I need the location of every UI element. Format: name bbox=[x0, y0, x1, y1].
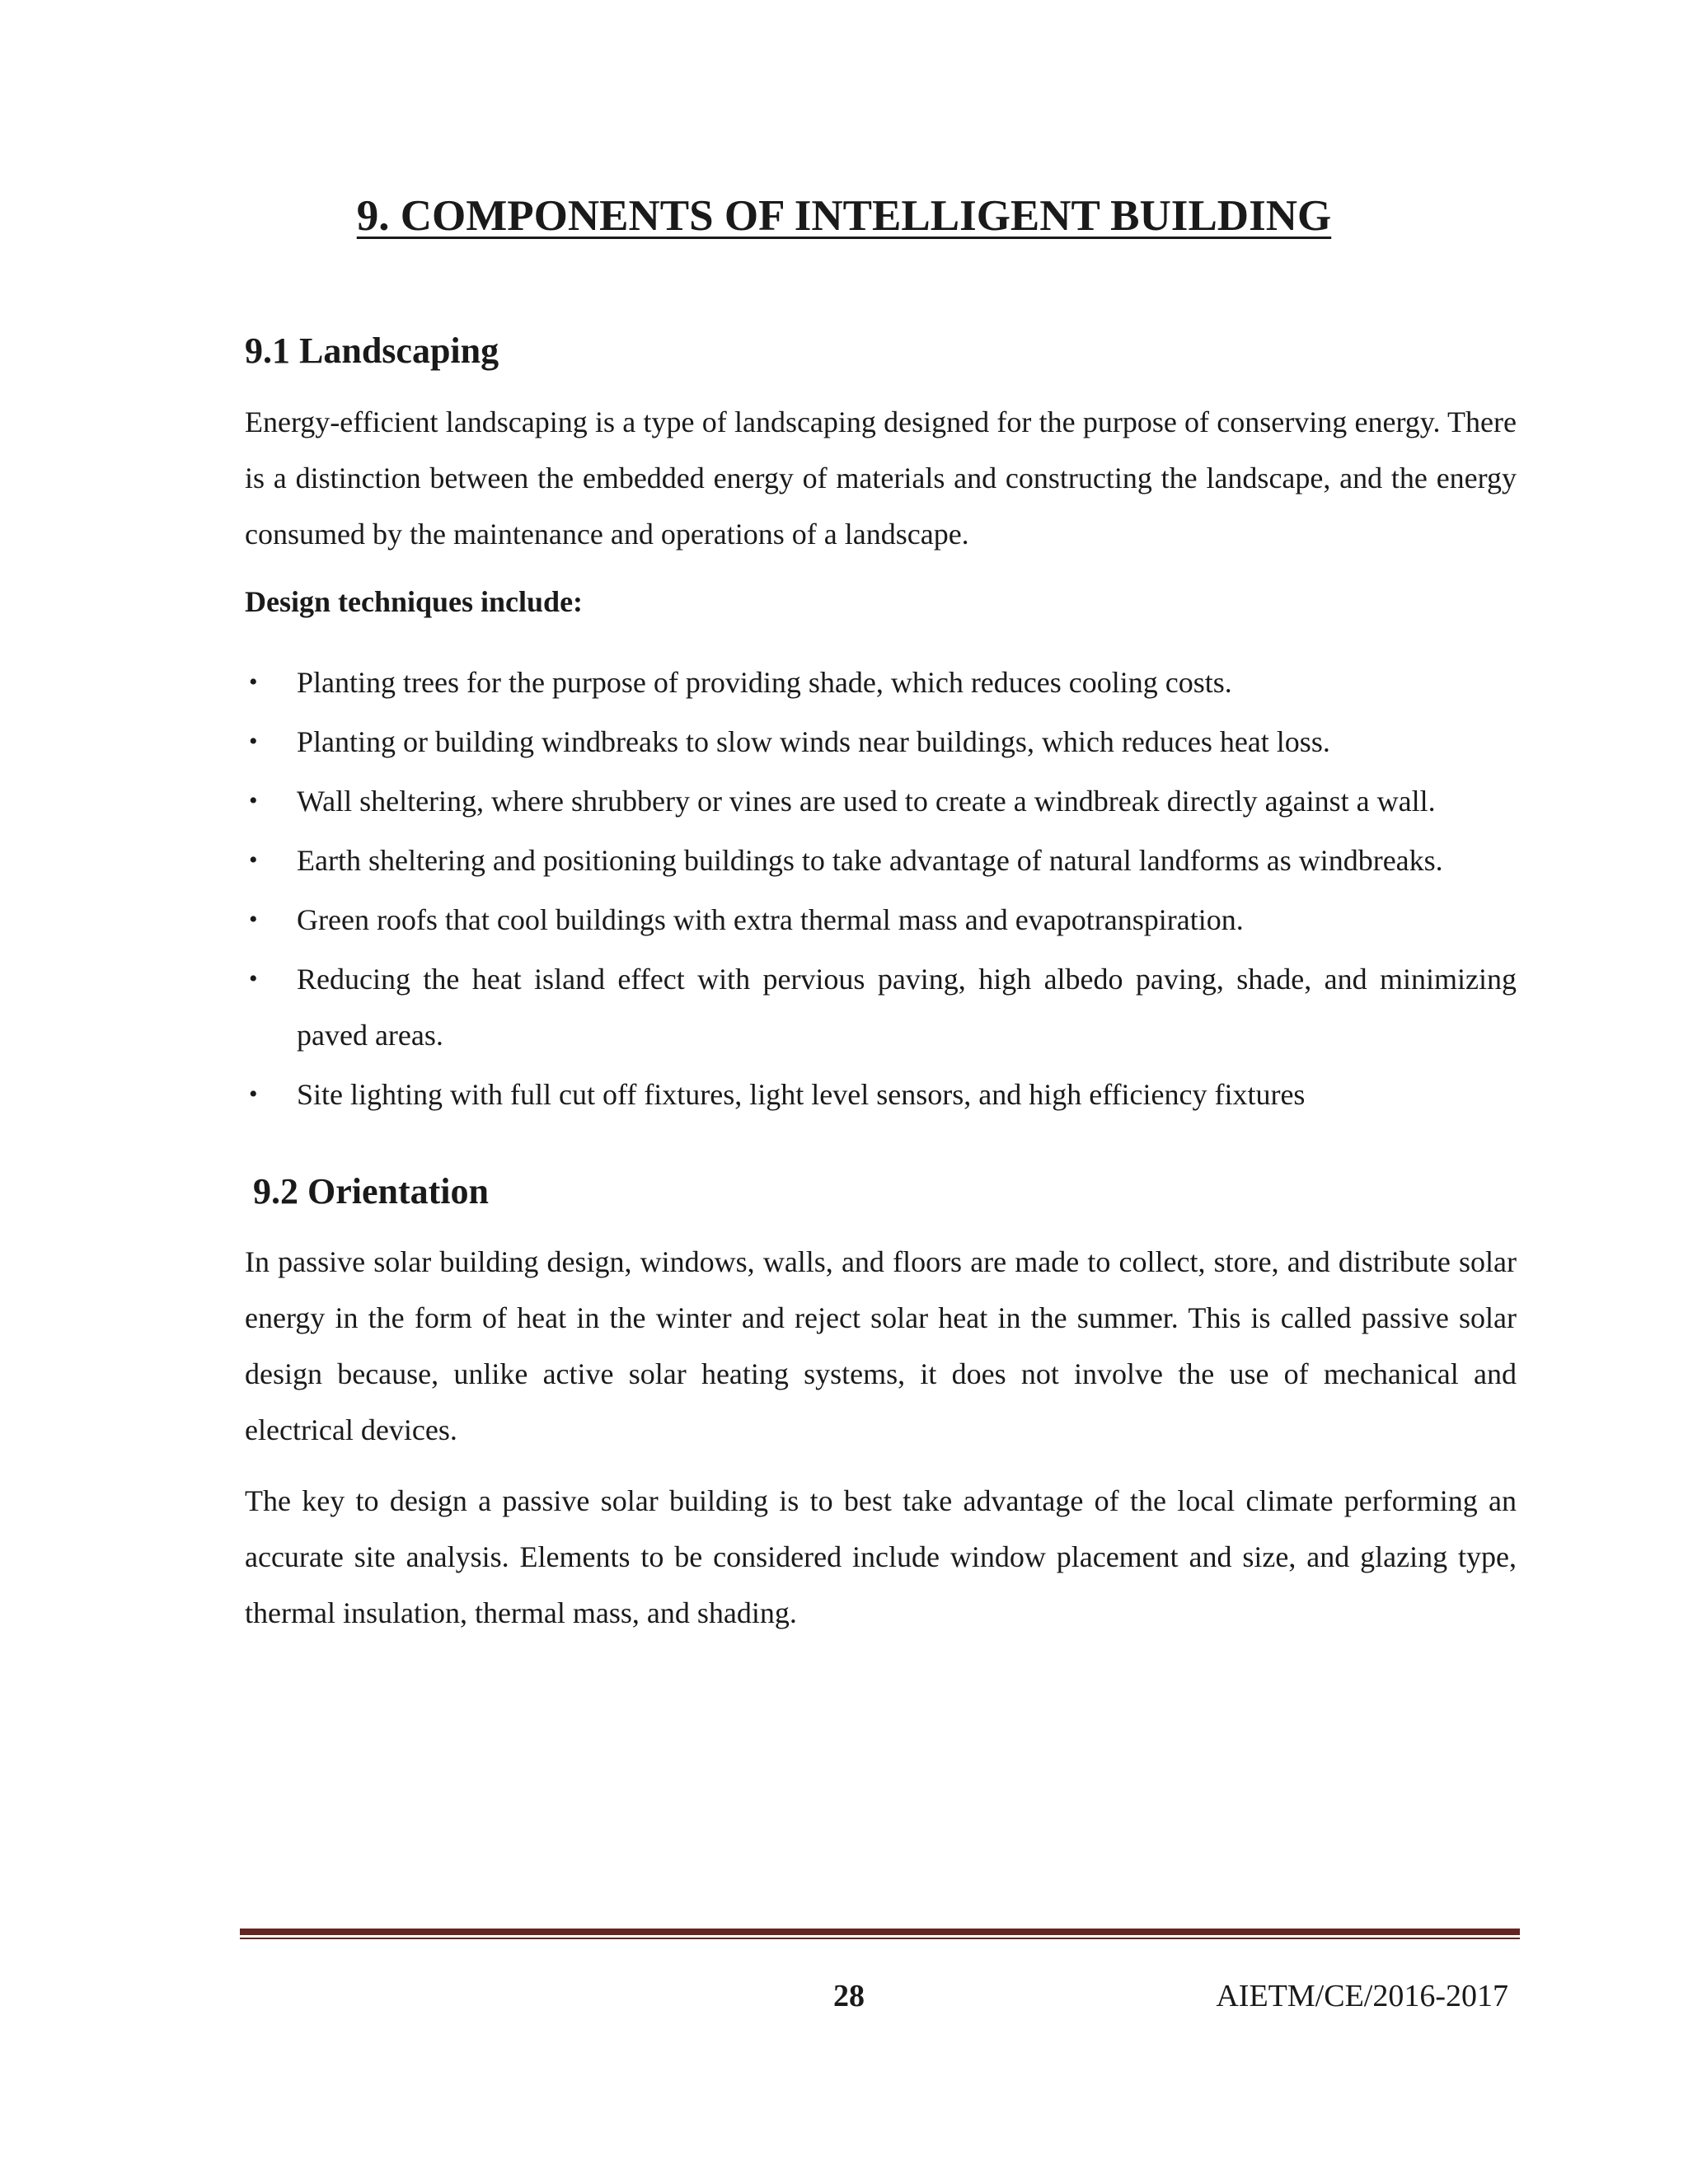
bullet-icon: • bbox=[249, 964, 258, 992]
list-item bbox=[245, 654, 1517, 710]
main-content bbox=[245, 330, 1517, 1641]
bullet-icon: • bbox=[249, 905, 258, 933]
orientation-paragraph-2: The key to design a passive solar building is to best take advantage of the local climate performing an accurate site analysis. Elements to be considered include window placement and size, and glazing type, thermal insulation, thermal mass, and shading. bbox=[245, 1483, 1517, 1629]
bullet-icon: • bbox=[249, 727, 258, 755]
list-item-text: Earth sheltering and positioning buildings to take advantage of natural landforms as windbreaks. bbox=[297, 843, 1443, 877]
bullet-icon: • bbox=[249, 786, 258, 814]
list-item-text: Site lighting with full cut off fixtures, light level sensors, and high efficiency fixtures bbox=[297, 1077, 1306, 1111]
list-item bbox=[245, 773, 1517, 829]
section-heading-landscaping: 9.1 Landscaping bbox=[245, 330, 499, 371]
orientation-paragraph-1: In passive solar building design, windows, walls, and floors are made to collect, store, and distribute solar energy in the form of heat in the winter and reject solar heat in the summer. This is called passive solar design because, unlike active solar heating systems, it does not involve the use of mechanical and electrical devices. bbox=[245, 1244, 1517, 1446]
list-item bbox=[245, 951, 1517, 1063]
bullet-icon: • bbox=[249, 668, 258, 696]
list-item bbox=[245, 892, 1517, 948]
bullet-icon: • bbox=[249, 846, 258, 874]
list-item-text: Wall sheltering, where shrubbery or vines are used to create a windbreak directly against a wall. bbox=[297, 784, 1436, 818]
list-item-text: Reducing the heat island effect with pervious paving, high albedo paving, shade, and minimizing paved areas. bbox=[297, 962, 1517, 1052]
list-item-text: Green roofs that cool buildings with extra thermal mass and evapotranspiration. bbox=[297, 902, 1244, 936]
page-title: 9. COMPONENTS OF INTELLIGENT BUILDING bbox=[356, 192, 1332, 240]
design-techniques-label: Design techniques include: bbox=[245, 584, 584, 618]
list-item-text: Planting trees for the purpose of providing shade, which reduces cooling costs. bbox=[297, 665, 1232, 699]
footer-rule bbox=[240, 1929, 1520, 1939]
list-item bbox=[245, 714, 1517, 770]
list-item-text: Planting or building windbreaks to slow winds near buildings, which reduces heat loss. bbox=[297, 724, 1330, 758]
page-number: 28 bbox=[833, 1979, 865, 2013]
list-item bbox=[245, 1066, 1517, 1122]
footer-reference: AIETM/CE/2016-2017 bbox=[1216, 1979, 1508, 2013]
bullet-icon: • bbox=[249, 1080, 258, 1108]
landscaping-intro: Energy-efficient landscaping is a type of landscaping designed for the purpose of conserving energy. There is a distinction between the embedded energy of materials and constructing the landscape, and the energy consumed by the maintenance and operations of a landscape. bbox=[245, 405, 1517, 551]
design-techniques-list bbox=[245, 654, 1517, 1122]
section-heading-orientation: 9.2 Orientation bbox=[253, 1170, 489, 1212]
list-item bbox=[245, 832, 1517, 888]
